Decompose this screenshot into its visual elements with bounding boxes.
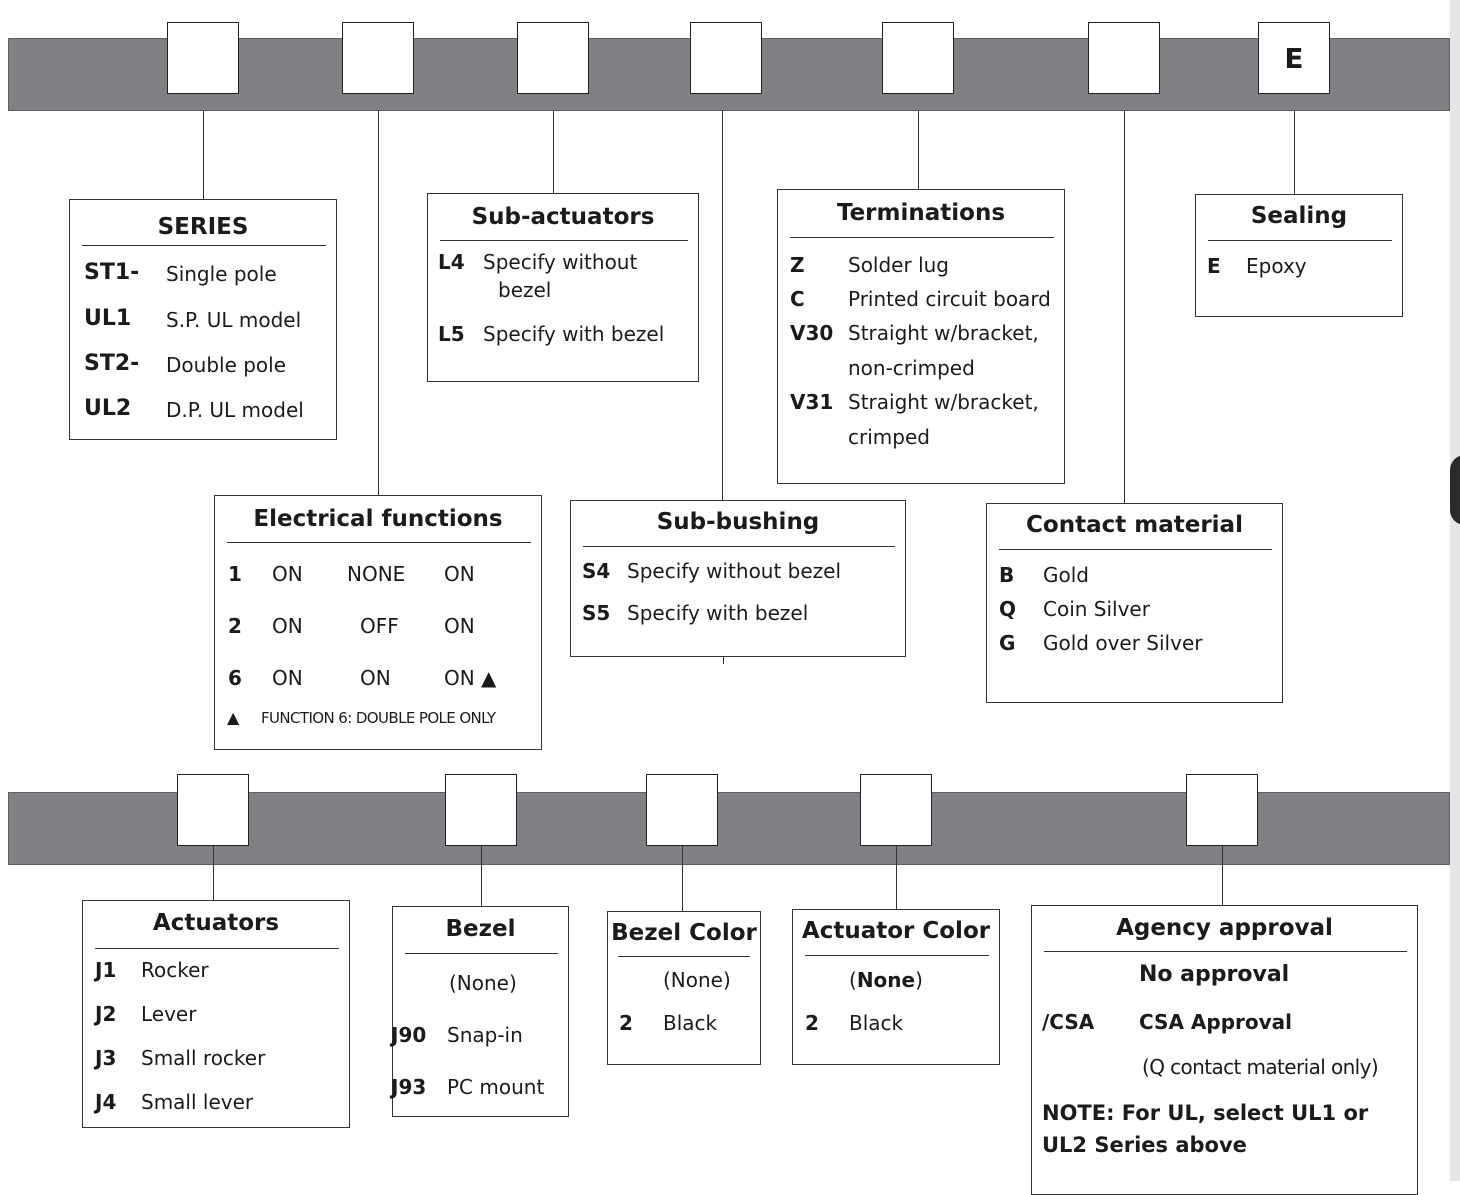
bezel-box	[392, 906, 569, 1117]
function-pos-3: ON	[444, 562, 475, 586]
connector-line	[481, 846, 482, 906]
connector-line	[203, 111, 204, 199]
connector-line	[896, 846, 897, 909]
sub-bushing-title: Sub-bushing	[656, 509, 820, 535]
contact-code: B	[999, 563, 1015, 587]
connector-line	[722, 111, 723, 500]
divider	[618, 956, 750, 957]
divider	[82, 245, 326, 246]
series-code: ST1-	[84, 260, 140, 285]
terminations-box	[777, 189, 1065, 484]
series-box	[69, 199, 337, 440]
contact-material-box	[986, 503, 1283, 703]
function-code: 1	[228, 562, 242, 586]
termination-desc: Straight w/bracket,	[848, 390, 1039, 414]
bezel-title: Bezel	[445, 916, 516, 942]
sealing-box	[1195, 194, 1403, 317]
function-pos-1: ON	[272, 614, 303, 638]
divider	[805, 955, 989, 956]
divider	[405, 953, 558, 954]
connector-line	[1124, 111, 1125, 503]
function-pos-2: ON	[360, 666, 391, 690]
connector-line	[213, 846, 214, 900]
contact-desc: Coin Silver	[1043, 597, 1150, 621]
electrical-footnote: FUNCTION 6: DOUBLE POLE ONLY	[261, 709, 496, 727]
sub-bushing-desc: Specify with bezel	[627, 601, 809, 625]
sub-actuator-code: L4	[438, 250, 465, 274]
bezel-color-title: Bezel Color	[611, 920, 757, 946]
termination-desc: non-crimped	[848, 356, 975, 380]
sub-bushing-box	[570, 500, 906, 657]
actuator-desc: Lever	[141, 1002, 197, 1026]
actuator-color-box	[792, 909, 1000, 1065]
actuator-color-none: (None)	[849, 968, 923, 992]
slot-sealing[interactable]: E	[1258, 22, 1330, 94]
actuator-color-title: Actuator Color	[801, 918, 991, 944]
contact-code: G	[999, 631, 1016, 655]
termination-desc: Printed circuit board	[848, 287, 1051, 311]
termination-code: Z	[790, 253, 805, 277]
sub-actuators-title: Sub-actuators	[471, 204, 655, 230]
series-code: UL1	[84, 306, 132, 331]
electrical-functions-box	[214, 495, 542, 750]
contact-desc: Gold over Silver	[1043, 631, 1203, 655]
bezel-code: J90	[391, 1023, 427, 1047]
divider	[1208, 240, 1392, 241]
actuator-desc: Small rocker	[141, 1046, 266, 1070]
bezel-color-box	[607, 911, 761, 1065]
divider	[999, 549, 1272, 550]
connector-line	[378, 111, 379, 495]
series-title: SERIES	[157, 214, 249, 240]
divider	[227, 542, 531, 543]
slot-bezel[interactable]	[445, 774, 517, 846]
sealing-code: E	[1207, 254, 1221, 278]
function-pos-1: ON	[272, 562, 303, 586]
divider	[1044, 951, 1407, 952]
function-code: 2	[228, 614, 242, 638]
sub-bushing-code: S5	[582, 601, 611, 625]
agency-title: Agency approval	[1116, 915, 1333, 941]
actuator-code: J1	[95, 958, 117, 982]
slot-sub-actuators[interactable]	[517, 22, 589, 94]
sealing-title: Sealing	[1250, 203, 1348, 229]
slot-sub-bushing[interactable]	[690, 22, 762, 94]
sub-actuator-desc: Specify without	[483, 250, 638, 274]
electrical-title: Electrical functions	[253, 506, 503, 532]
slot-actuator-color[interactable]	[860, 774, 932, 846]
bezel-color-desc: Black	[663, 1011, 718, 1035]
function-pos-1: ON	[272, 666, 303, 690]
series-desc: Double pole	[166, 353, 287, 377]
slot-terminations[interactable]	[882, 22, 954, 94]
termination-desc: Solder lug	[848, 253, 949, 277]
function-pos-3: ON ▲	[444, 666, 497, 690]
no-approval-label: No approval	[1139, 962, 1290, 987]
actuator-desc: Rocker	[141, 958, 209, 982]
terminations-title: Terminations	[836, 200, 1006, 226]
function-pos-2: OFF	[360, 614, 399, 638]
sub-actuator-desc: Specify with bezel	[483, 322, 665, 346]
sub-bushing-desc: Specify without bezel	[627, 559, 842, 583]
sub-actuator-code: L5	[438, 322, 465, 346]
bezel-color-none: (None)	[663, 968, 731, 992]
contact-code: Q	[999, 597, 1017, 621]
sub-bushing-code: S4	[582, 559, 611, 583]
sealing-desc: Epoxy	[1246, 254, 1307, 278]
connector-line	[553, 111, 554, 193]
series-desc: Single pole	[166, 262, 277, 286]
series-code: UL2	[84, 396, 132, 421]
actuators-box	[82, 900, 350, 1128]
connector-line	[682, 846, 683, 911]
actuator-color-code: 2	[805, 1011, 819, 1035]
actuator-code: J4	[95, 1090, 117, 1114]
bezel-none: (None)	[449, 971, 517, 995]
function-pos-2: NONE	[347, 562, 406, 586]
divider	[583, 546, 895, 547]
actuator-desc: Small lever	[141, 1090, 254, 1114]
function-pos-3: ON	[444, 614, 475, 638]
termination-code: V31	[790, 390, 834, 414]
series-desc: S.P. UL model	[166, 308, 302, 332]
actuators-title: Actuators	[152, 910, 280, 936]
divider	[790, 237, 1054, 238]
connector-line	[723, 656, 724, 664]
slot-contact-material[interactable]	[1088, 22, 1160, 94]
connector-line	[1222, 846, 1223, 905]
termination-code: C	[790, 287, 805, 311]
divider	[440, 240, 688, 241]
slot-bezel-color[interactable]	[646, 774, 718, 846]
actuator-color-desc: Black	[849, 1011, 904, 1035]
termination-code: V30	[790, 321, 834, 345]
series-desc: D.P. UL model	[166, 398, 304, 422]
agency-note-line-1: NOTE: For UL, select UL1 or	[1042, 1101, 1369, 1125]
page-edge	[1450, 0, 1460, 1181]
bezel-color-code: 2	[619, 1011, 633, 1035]
bezel-code: J93	[391, 1075, 427, 1099]
connector-line	[918, 111, 919, 189]
bezel-desc: PC mount	[447, 1075, 545, 1099]
actuator-code: J2	[95, 1002, 117, 1026]
series-code: ST2-	[84, 351, 140, 376]
connector-line	[1294, 111, 1295, 194]
divider	[95, 948, 339, 949]
termination-desc: Straight w/bracket,	[848, 321, 1039, 345]
contact-title: Contact material	[1026, 512, 1243, 538]
slot-electrical-functions[interactable]	[342, 22, 414, 94]
agency-approval-box	[1031, 905, 1418, 1195]
sub-actuators-box	[427, 193, 699, 382]
agency-note-line-2: UL2 Series above	[1042, 1133, 1247, 1157]
termination-desc: crimped	[848, 425, 930, 449]
bezel-desc: Snap-in	[447, 1023, 523, 1047]
slot-agency-approval[interactable]	[1186, 774, 1258, 846]
actuator-code: J3	[95, 1046, 117, 1070]
contact-desc: Gold	[1043, 563, 1089, 587]
slot-actuators[interactable]	[177, 774, 249, 846]
section-tab-marker	[1450, 455, 1460, 525]
csa-note: (Q contact material only)	[1142, 1055, 1379, 1079]
function-code: 6	[228, 666, 242, 690]
sub-actuator-desc: bezel	[498, 278, 552, 302]
slot-series[interactable]	[167, 22, 239, 94]
csa-desc: CSA Approval	[1139, 1010, 1292, 1034]
triangle-icon: ▲	[227, 708, 240, 727]
csa-code: /CSA	[1042, 1010, 1095, 1034]
